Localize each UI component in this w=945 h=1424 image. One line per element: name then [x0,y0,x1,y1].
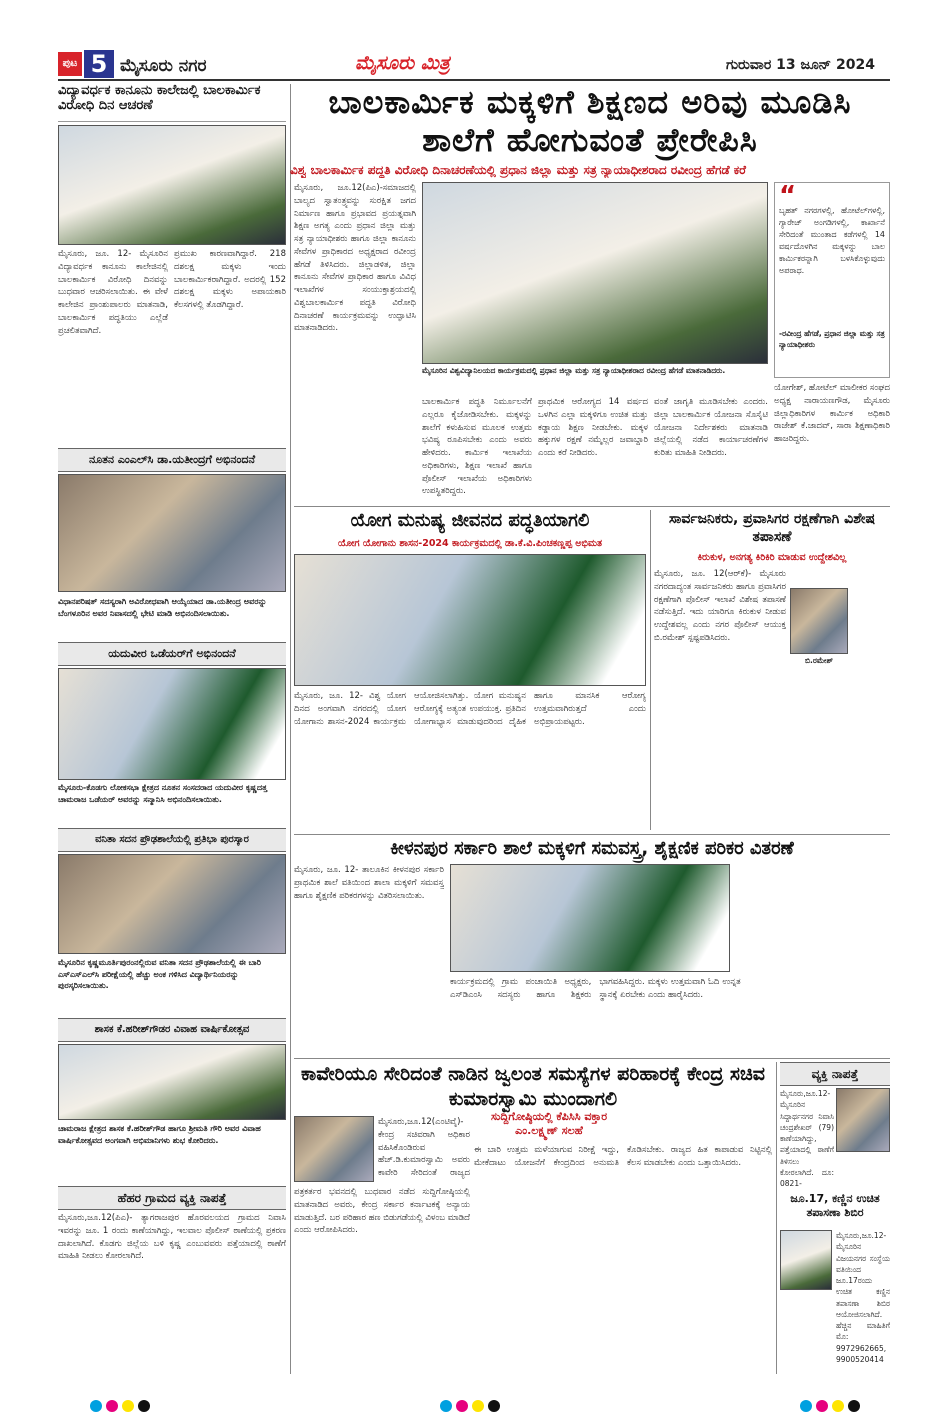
eye-headline: ಜೂ.17, ಕಣ್ಣಿನ ಉಚಿತ ತಪಾಸಣಾ ಶಿಬಿರ [790,1192,880,1220]
school-text-b: ಕಾರ್ಯಕ್ರಮದಲ್ಲಿ ಗ್ರಾಮ ಪಂಚಾಯಿತಿ ಅಧ್ಯಕ್ಷರು, ಎಸ್‌ಡಿಎಂಸಿ ಸದಸ್ಯರು ಹಾಗೂ ಶಿಕ್ಷಕರು ಭಾಗವಹಿಸಿದ್ದರು. ಮಕ್ಕಳು ಉತ್ತಮವಾಗಿ ಓದಿ ಉನ್ನತ ಸ್ಥಾನಕ್ಕೆ ಏರಬೇಕು ಎಂದು ಹಾರೈಸಿದರು. [450,977,741,1000]
story3-caption: ಮೈಸೂರು-ಕೊಡಗು ಲೋಕಸಭಾ ಕ್ಷೇತ್ರದ ನೂತನ ಸಂಸದರಾದ ಯದುವೀರ ಕೃಷ್ಣದತ್ತ ಚಾಮರಾಜ ಒಡೆಯರ್ ಅವರನ್ನು ಸನ್ಮಾನಿಸಿ ಅಭಿನಂದಿಸಲಾಯಿತು. [58,783,268,804]
story1-text-b: ಪ್ರಮುಖ ಕಾರಣವಾಗಿದ್ದಾರೆ. 218 ದಶಲಕ್ಷ ಮಕ್ಕಳು ಇಂದು ಬಾಲಕಾರ್ಮಿಕರಾಗಿದ್ದಾರೆ. ಅದರಲ್ಲಿ 152 ದಶಲಕ್ಷ ಮಕ್ಕಳು ಅಪಾಯಕಾರಿ ಕೆಲಸಗಳಲ್ಲಿ ತೊಡಗಿದ್ದಾರೆ. [174,249,286,310]
story2-caption: ವಿಧಾನಪರಿಷತ್ ಸದಸ್ಯರಾಗಿ ಅವಿರೋಧವಾಗಿ ಆಯ್ಕೆಯಾದ ಡಾ.ಯತೀಂದ್ರ ಅವರನ್ನು ಬೆಂಗಳೂರಿನ ಅವರ ನಿವಾಸದಲ್ಲಿ ಭೇಟಿ ಮಾಡಿ ಅಭಿನಂದಿಸಲಾಯಿತು. [58,597,267,618]
story4-caption: ಮೈಸೂರಿನ ಕೃಷ್ಣಮೂರ್ತಿಪುರಂನಲ್ಲಿರುವ ವನಿತಾ ಸದನ ಪ್ರೌಢಶಾಲೆಯಲ್ಲಿ ಈ ಬಾರಿ ಎಸ್ಎಸ್ಎಲ್‌ಸಿ ಪರೀಕ್ಷೆಯಲ್ಲಿ ಹೆಚ್ಚು ಅಂಕ ಗಳಿಸಿದ ವಿದ್ಯಾರ್ಥಿನಿಯರನ್ನು ಪುರಸ್ಕರಿಸಲಾಯಿತು. [58,958,261,991]
yellow-dot-icon [832,1400,844,1412]
story2-photo [58,474,286,592]
yoga-subline: ಯೋಗ ಯೋಗಾನು ಶಾಸನ-2024 ಕಾರ್ಯಕ್ರಮದಲ್ಲಿ ಡಾ.ಕೆ.ವಿ.ಪಿಂಚಕಣ್ಣಪ್ಪ ಅಭಿಮತ [337,538,603,549]
lead-col4: ವಂತೆ ಜಾಗೃತಿ ಮೂಡಿಸಬೇಕು ಎಂದರು. ಜಿಲ್ಲಾ ಬಾಲಕಾರ್ಮಿಕ ಯೋಜನಾ ಸೊಸೈಟಿ ಯೋಜನಾ ನಿರ್ದೇಶಕರು ಮಾತನಾಡಿ ಜಿಲ್ಲೆಯಲ್ಲಿ ನಡೆದ ಕಾರ್ಯಾಚರಣೆಗಳ ಕುರಿತು ಮಾಹಿತಿ ನೀಡಿದರು. [654,397,768,458]
school-text-a: ಮೈಸೂರು, ಜೂ. 12- ತಾಲೂಕಿನ ಕೀಳನಪುರ ಸರ್ಕಾರಿ ಪ್ರಾಥಮಿಕ ಶಾಲೆ ವತಿಯಿಂದ ಶಾಲಾ ಮಕ್ಕಳಿಗೆ ಸಮವಸ್ತ್ರ ಹಾಗೂ ಶೈಕ್ಷಣಿಕ ಪರಿಕರಗಳನ್ನು ವಿತರಿಸಲಾಯಿತು. [294,865,444,901]
paper-name: ಮೈಸೂರು ಮಿತ್ರ [355,52,450,74]
cauvery-text-b: ಈ ಬಾರಿ ಉತ್ತಮ ಮಳೆಯಾಗುವ ನಿರೀಕ್ಷೆ ಇದ್ದು, ಮೇಕೆದಾಟು ಯೋಜನೆಗೆ ಕೇಂದ್ರದಿಂದ ಅನುಮತಿ ಕೊಡಿಸಬೇಕು. ರಾಜ್ಯದ ಹಿತ ಕಾಪಾಡುವ ನಿಟ್ಟಿನಲ್ಲಿ ಕೆಲಸ ಮಾಡಬೇಕು ಎಂದು ಒತ್ತಾಯಿಸಿದರು. [474,1145,772,1168]
magenta-dot-icon [816,1400,828,1412]
lead-right-text: ಯೋಗೇಶ್, ಹೋಟೆಲ್ ಮಾಲೀಕರ ಸಂಘದ ಅಧ್ಯಕ್ಷ ನಾರಾಯಣಗೌಡ, ಮೈಸೂರು ಜಿಲ್ಲಾಧಿಕಾರಿಗಳ ಕಾರ್ಮಿಕ ಅಧಿಕಾರಿ ರಾಜೇಶ್ ಕೆ.ಜಾದವ್, ಸಾರಾ ಶಿಕ್ಷಣಾಧಿಕಾರಿ ಹಾಜರಿದ್ದರು. [774,383,890,444]
lead-col2: ಬಾಲಕಾರ್ಮಿಕ ಪದ್ಧತಿ ನಿರ್ಮೂಲನೆಗೆ ಎಲ್ಲರೂ ಕೈಜೋಡಿಸಬೇಕು. ಮಕ್ಕಳನ್ನು ಶಾಲೆಗೆ ಕಳುಹಿಸುವ ಮೂಲಕ ಉತ್ತಮ ಭವಿಷ್ಯ ರೂಪಿಸಬೇಕು ಎಂದು ಅವರು ಹೇಳಿದರು. ಕಾರ್ಮಿಕ ಇಲಾಖೆಯ ಅಧಿಕಾರಿಗಳು, ಶಿಕ್ಷಣ ಇಲಾಖೆ ಹಾಗೂ ಪೊಲೀಸ್ ಇಲಾಖೆಯ ಅಧಿಕಾರಿಗಳು ಉಪಸ್ಥಿತರಿದ್ದರು. [422,397,532,497]
yoga-text: ಮೈಸೂರು, ಜೂ. 12- ವಿಶ್ವ ಯೋಗ ದಿನದ ಅಂಗವಾಗಿ ನಗರದಲ್ಲಿ ಯೋಗ ಯೋಗಾನು ಶಾಸನ-2024 ಕಾರ್ಯಕ್ರಮ ಆಯೋಜಿಸಲಾಗಿತ್ತು. ಯೋಗ ಮನುಷ್ಯನ ಆರೋಗ್ಯಕ್ಕೆ ಅತ್ಯಂತ ಉಪಯುಕ್ತ. ಪ್ರತಿದಿನ ಯೋಗಾಭ್ಯಾಸ ಮಾಡುವುದರಿಂದ ದೈಹಿಕ ಹಾಗೂ ಮಾನಸಿಕ ಆರೋಗ್ಯ ಉತ್ತಮವಾಗಿರುತ್ತದೆ ಎಂದು ಅಭಿಪ್ರಾಯಪಟ್ಟರು. [294,691,646,727]
cyan-dot-icon [90,1400,102,1412]
security-subline: ಕಿರುಕುಳ, ಅನಗತ್ಯ ಕಿರಿಕಿರಿ ಮಾಡುವ ಉದ್ದೇಶವಿಲ್ಲ [697,552,847,563]
rule-yoga-bottom [294,834,890,835]
cyan-dot-icon [440,1400,452,1412]
lead-photo [422,182,768,364]
rule-cauvery [776,1062,777,1374]
story1-headline: ವಿದ್ಯಾವರ್ಧಕ ಕಾನೂನು ಕಾಲೇಜಲ್ಲಿ ಬಾಲಕಾರ್ಮಿಕ ವಿರೋಧಿ ದಿನ ಆಚರಣೆ [58,84,286,122]
lead-photo-caption: ಮೈಸೂರಿನ ವಿಶ್ವವಿದ್ಯಾನಿಲಯದ ಕಾರ್ಯಕ್ರಮದಲ್ಲಿ ಪ್ರಧಾನ ಜಿಲ್ಲಾ ಮತ್ತು ಸತ್ರ ನ್ಯಾಯಾಧೀಶರಾದ ರವೀಂದ್ರ ಹೆಗಡೆ ಮಾತನಾಡಿದರು. [422,366,726,375]
issue-date: ಗುರುವಾರ 13 ಜೂನ್ 2024 [726,57,875,73]
yellow-dot-icon [122,1400,134,1412]
magenta-dot-icon [106,1400,118,1412]
registration-marks-center [440,1400,500,1412]
quote-mark-icon: “ [779,181,797,211]
cauvery-subhead: ಸುದ್ದಿಗೋಷ್ಠಿಯಲ್ಲಿ ಕೆಪಿಸಿಸಿ ವಕ್ತಾರ ಎಂ.ಲಕ್ಷ್ಮಣ್ ಸಲಹೆ [490,1110,608,1138]
story5-caption: ಚಾಮರಾಜ ಕ್ಷೇತ್ರದ ಶಾಸಕ ಕೆ.ಹರೀಶ್‌ಗೌಡ ಹಾಗೂ ಶ್ರೀಮತಿ ಗೌರಿ ಅವರ ವಿವಾಹ ವಾರ್ಷಿಕೋತ್ಸವದ ಅಂಗವಾಗಿ ಅಭಿಮಾನಿಗಳು ಶುಭ ಕೋರಿದರು. [58,1124,261,1145]
story4-headline: ವನಿತಾ ಸದನ ಪ್ರೌಢಶಾಲೆಯಲ್ಲಿ ಪ್ರತಿಭಾ ಪುರಸ್ಕಾರ [58,828,286,852]
story6-text: ಮೈಸೂರು,ಜೂ.12(ಪಿಎ)- ತ್ಯಾಗರಾಜಪುರ ಹೊರವಲಯದ ಗ್ರಾಮದ ನಿವಾಸಿ ಇವರನ್ನು ಜೂ. 1 ರಂದು ಕಾಣೆಯಾಗಿದ್ದು, ಇಲವಾಲ ಪೊಲೀಸ್ ಠಾಣೆಯಲ್ಲಿ ಪ್ರಕರಣ ದಾಖಲಾಗಿದೆ. ಕೊಡಗು ಜಿಲ್ಲೆಯ ಬಳಿ ಕೃಷ್ಣ ಎಂಬುವವರು ಪತ್ತೆಯಾದಲ್ಲಿ ಠಾಣೆಗೆ ಮಾಹಿತಿ ನೀಡಲು ಕೋರಲಾಗಿದೆ. [58,1213,286,1262]
eye-photo [780,1230,832,1290]
security-portrait-caption: ಬಿ.ರಮೇಶ್ [805,656,833,665]
rule-yoga [650,510,651,830]
cauvery-text-c: ಪತ್ರಕರ್ತರ ಭವನದಲ್ಲಿ ಬುಧವಾರ ನಡೆದ ಸುದ್ದಿಗೋಷ್ಠಿಯಲ್ಲಿ ಮಾತನಾಡಿದ ಅವರು, ಕೇಂದ್ರ ಸರ್ಕಾರ ಕರ್ನಾಟಕಕ್ಕೆ ಅನ್ಯಾಯ ಮಾಡುತ್ತಿದೆ. ಬರ ಪರಿಹಾರ ಹಣ ಬಿಡುಗಡೆಯಲ್ಲಿ ವಿಳಂಬ ಮಾಡಿದೆ ಎಂದು ಆರೋಪಿಸಿದರು. [294,1187,470,1236]
black-dot-icon [848,1400,860,1412]
yellow-dot-icon [472,1400,484,1412]
page-number: 5 [84,50,114,78]
security-text: ಮೈಸೂರು, ಜೂ. 12(ಆರ್‌ಕೆ)- ಮೈಸೂರು ನಗರದಾದ್ಯಂತ ಸಾರ್ವಜನಿಕರು ಹಾಗೂ ಪ್ರವಾಸಿಗರ ರಕ್ಷಣೆಗಾಗಿ ಪೊಲೀಸ್ ಇಲಾಖೆ ವಿಶೇಷ ತಪಾಸಣೆ ನಡೆಸುತ್ತಿದೆ. ಇದು ಯಾರಿಗೂ ಕಿರುಕುಳ ನೀಡುವ ಉದ್ದೇಶವಲ್ಲ ಎಂದು ನಗರ ಪೊಲೀಸ್ ಆಯುಕ್ತ ಬಿ.ರಮೇಶ್ ಸ್ಪಷ್ಟಪಡಿಸಿದರು. [654,569,786,643]
cauvery-portrait [294,1116,374,1182]
story3-headline: ಯದುವೀರ ಒಡೆಯರ್‌ಗೆ ಅಭಿನಂದನೆ [58,642,286,666]
missing-text: ಮೈಸೂರು,ಜೂ.12-ಮೈಸೂರಿನ ಸಿದ್ದಾರ್ಥನಗರ ನಿವಾಸಿ ಚಂದ್ರಶೇಖರ್ (79) ಕಾಣೆಯಾಗಿದ್ದು, ಪತ್ತೆಯಾದಲ್ಲಿ ಠಾಣೆಗೆ ತಿಳಿಸಲು ಕೋರಲಾಗಿದೆ. ದೂ: 0821- [780,1089,834,1188]
section-title: ಮೈಸೂರು ನಗರ [120,56,207,76]
black-dot-icon [488,1400,500,1412]
story5-headline: ಶಾಸಕ ಕೆ.ಹರೀಶ್‌ಗೌಡರ ವಿವಾಹ ವಾರ್ಷಿಕೋತ್ಸವ [58,1018,286,1042]
masthead-rule [58,79,890,81]
school-photo [450,864,730,972]
missing-headline: ವ್ಯಕ್ತಿ ನಾಪತ್ತೆ [780,1062,890,1086]
cyan-dot-icon [800,1400,812,1412]
security-headline: ಸಾರ್ವಜನಿಕರು, ಪ್ರವಾಸಿಗರ ರಕ್ಷಣೆಗಾಗಿ ವಿಶೇಷ ತಪಾಸಣೆ [668,511,875,546]
yoga-photo [294,554,646,686]
rule-lead [294,506,890,507]
school-headline: ಕೀಳನಪುರ ಸರ್ಕಾರಿ ಶಾಲೆ ಮಕ್ಕಳಿಗೆ ಸಮವಸ್ತ್ರ, ಶೈಕ್ಷಣಿಕ ಪರಿಕರ ವಿತರಣೆ [390,838,794,859]
page-label: ಪುಟ [58,52,82,76]
story5-photo [58,1044,286,1120]
story1-photo [58,125,286,245]
lead-subline: ವಿಶ್ವ ಬಾಲಕಾರ್ಮಿಕ ಪದ್ಧತಿ ವಿರೋಧಿ ದಿನಾಚರಣೆಯಲ್ಲಿ ಪ್ರಧಾನ ಜಿಲ್ಲಾ ಮತ್ತು ಸತ್ರ ನ್ಯಾಯಾಧೀಶರಾದ ರವೀಂದ್ರ ಹೆಗಡೆ ಕರೆ [290,163,746,177]
black-dot-icon [138,1400,150,1412]
missing-photo [836,1088,890,1152]
rule-school [294,1058,890,1059]
lead-col3: ಪ್ರಾಥಮಿಕ ಆರೋಗ್ಯದ 14 ವರ್ಷದ ಒಳಗಿನ ಎಲ್ಲಾ ಮಕ್ಕಳಿಗೂ ಉಚಿತ ಮತ್ತು ಕಡ್ಡಾಯ ಶಿಕ್ಷಣ ನೀಡಬೇಕು. ಮಕ್ಕಳ ಹಕ್ಕುಗಳ ರಕ್ಷಣೆ ನಮ್ಮೆಲ್ಲರ ಜವಾಬ್ದಾರಿ ಎಂದು ಕರೆ ನೀಡಿದರು. [538,397,648,458]
cauvery-headline: ಕಾವೇರಿಯೂ ಸೇರಿದಂತೆ ನಾಡಿನ ಜ್ವಲಂತ ಸಮಸ್ಯೆಗಳ ಪರಿಹಾರಕ್ಕೆ ಕೇಂದ್ರ ಸಚಿವ ಕುಮಾರಸ್ವಾಮಿ ಮುಂದಾಗಲಿ [301,1063,765,1110]
lead-quote: ಬೃಹತ್ ನಗರಗಳಲ್ಲಿ, ಹೋಟೆಲ್‌ಗಳಲ್ಲಿ, ಗ್ಯಾರೇಜ್ ಅಂಗಡಿಗಳಲ್ಲಿ, ಕಾರ್ಖಾನೆ ಸೇರಿದಂತೆ ಮುಂತಾದ ಕಡೆಗಳಲ್ಲಿ 14 ವರ್ಷದೊಳಗಿನ ಮಕ್ಕಳನ್ನು ಬಾಲ ಕಾರ್ಮಿಕರನ್ನಾಗಿ ಬಳಸಿಕೊಳ್ಳುವುದು ಅಪರಾಧ. [779,206,885,275]
security-portrait [790,588,848,654]
story3-photo [58,668,286,780]
story2-headline: ನೂತನ ಎಂಎಲ್‌ಸಿ ಡಾ.ಯತೀಂದ್ರಗೆ ಅಭಿನಂದನೆ [58,448,286,472]
cauvery-text-a: ಮೈಸೂರು,ಜೂ.12(ಎಂಟಿವೈ)- ಕೇಂದ್ರ ಸಚಿವರಾಗಿ ಅಧಿಕಾರ ವಹಿಸಿಕೊಂಡಿರುವ ಹೆಚ್.ಡಿ.ಕುಮಾರಸ್ವಾಮಿ ಅವರು ಕಾವೇರಿ ಸೇರಿದಂತೆ ರಾಜ್ಯದ [378,1117,470,1178]
lead-quote-box [774,182,890,378]
registration-marks-left [90,1400,150,1412]
eye-text: ಮೈಸೂರು,ಜೂ.12-ಮೈಸೂರಿನ ವಿಜಯನಗರ ಸಂಸ್ಥೆಯ ವತಿಯಿಂದ ಜೂ.17ರಂದು ಉಚಿತ ಕಣ್ಣಿನ ತಪಾಸಣಾ ಶಿಬಿರ ಆಯೋಜಿಸಲಾಗಿದೆ. ಹೆಚ್ಚಿನ ಮಾಹಿತಿಗೆ ಮೊ: 9972962665, 9900520414 [836,1231,890,1364]
lead-headline: ಬಾಲಕಾರ್ಮಿಕ ಮಕ್ಕಳಿಗೆ ಶಿಕ್ಷಣದ ಅರಿವು ಮೂಡಿಸಿ ಶಾಲೆಗೆ ಹೋಗುವಂತೆ ಪ್ರೇರೇಪಿಸಿ [328,83,852,160]
lead-quote-attr: -ರವೀಂದ್ರ ಹೆಗಡೆ, ಪ್ರಧಾನ ಜಿಲ್ಲಾ ಮತ್ತು ಸತ್ರ ನ್ಯಾಯಾಧೀಶರು [779,329,885,349]
story4-photo [58,854,286,954]
lead-col1: ಮೈಸೂರು, ಜೂ.12(ಪಿಎ)-ಸಮಾಜದಲ್ಲಿ ಬಾಲ್ಯದ ಸ್ವಾತಂತ್ರ್ಯವನ್ನು ಸುರಕ್ಷಿತ ಜಗದ ನಿರ್ಮಾಣ ಹಾಗೂ ಪ್ರಭಾವದ ಪ್ರಯತ್ನವಾಗಿ ಶಿಕ್ಷಣ ಅಗತ್ಯ ಎಂದು ಪ್ರಧಾನ ಜಿಲ್ಲಾ ಮತ್ತು ಸತ್ರ ನ್ಯಾಯಾಧೀಶರು ಹಾಗೂ ಜಿಲ್ಲಾ ಕಾನೂನು ಸೇವೆಗಳ ಪ್ರಾಧಿಕಾರದ ಅಧ್ಯಕ್ಷರಾದ ರವೀಂದ್ರ ಹೆಗಡೆ ತಿಳಿಸಿದರು. ಜಿಲ್ಲಾಡಳಿತ, ಜಿಲ್ಲಾ ಕಾನೂನು ಸೇವೆಗಳ ಪ್ರಾಧಿಕಾರ ಹಾಗೂ ವಿವಿಧ ಇಲಾಖೆಗಳ ಸಂಯುಕ್ತಾಶ್ರಯದಲ್ಲಿ ವಿಶ್ವಬಾಲಕಾರ್ಮಿಕ ಪದ್ಧತಿ ವಿರೋಧಿ ದಿನಾಚರಣೆ ಕಾರ್ಯಕ್ರಮವನ್ನು ಉದ್ಘಾಟಿಸಿ ಮಾತನಾಡಿದರು. [294,183,416,334]
story1-text-a: ಮೈಸೂರು, ಜೂ. 12- ಮೈಸೂರಿನ ವಿದ್ಯಾವರ್ಧಕ ಕಾನೂನು ಕಾಲೇಜಿನಲ್ಲಿ ಬಾಲಕಾರ್ಮಿಕ ವಿರೋಧಿ ದಿನವನ್ನು ಬುಧವಾರ ಆಚರಿಸಲಾಯಿತು. ಈ ವೇಳೆ ಕಾಲೇಜಿನ ಪ್ರಾಂಶುಪಾಲರು ಮಾತನಾಡಿ, ಬಾಲಕಾರ್ಮಿಕ ಪದ್ಧತಿಯು ಎಲ್ಲೆಡೆ ಪ್ರಚಲಿತವಾಗಿದೆ. [58,249,168,336]
yoga-headline: ಯೋಗ ಮನುಷ್ಯ ಜೀವನದ ಪದ್ಧತಿಯಾಗಲಿ [350,510,590,531]
story6-headline: ಹೆಹರ ಗ್ರಾಮದ ವ್ಯಕ್ತಿ ನಾಪತ್ತೆ [58,1186,286,1210]
column-rule [290,84,291,1374]
registration-marks-right [800,1400,860,1412]
magenta-dot-icon [456,1400,468,1412]
